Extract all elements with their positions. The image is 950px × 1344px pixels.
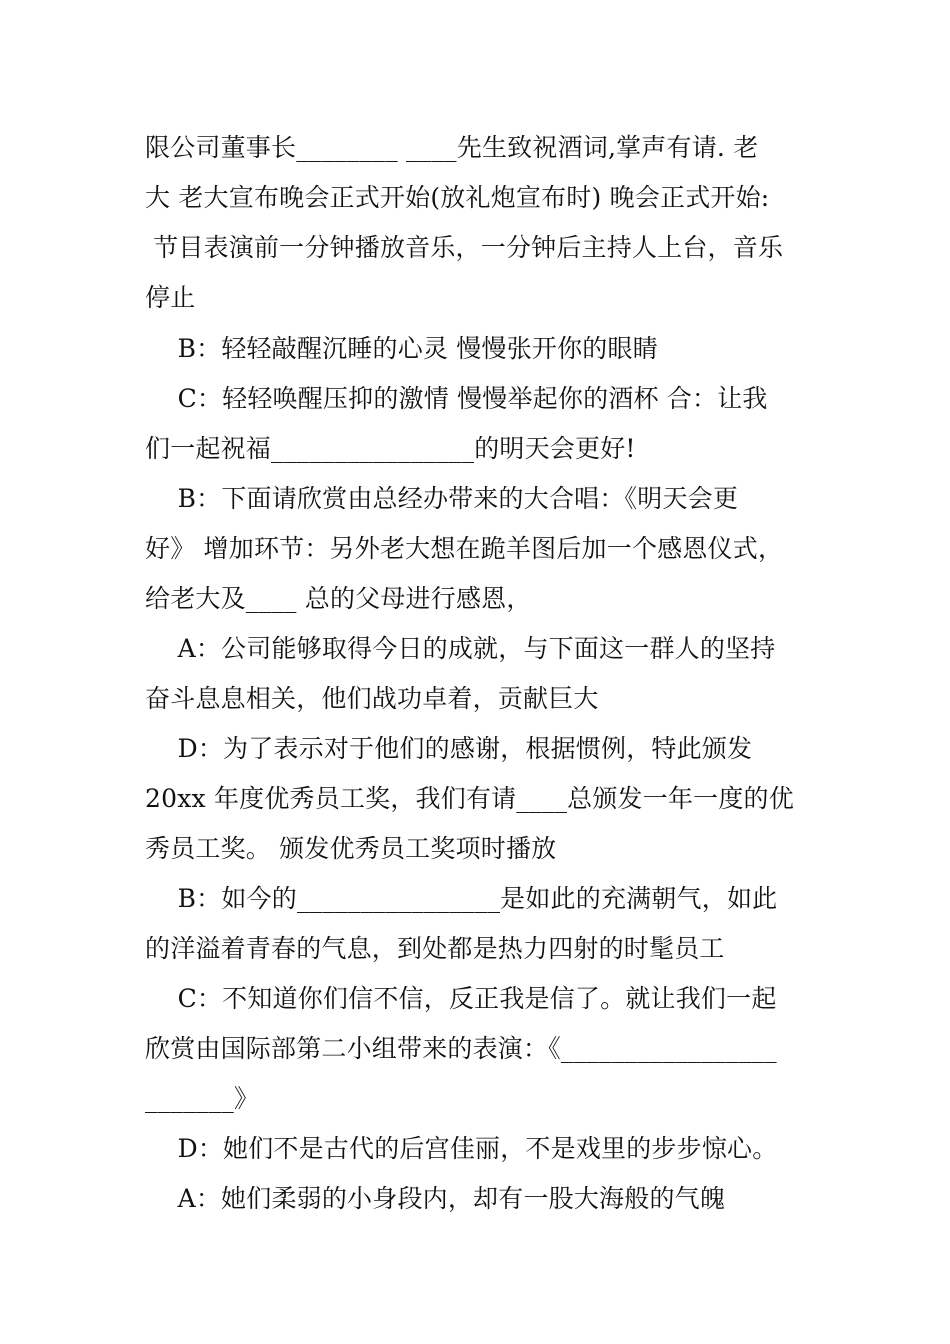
text-line: 限公司董事长________ ____先生致祝酒词,掌声有请. 老: [145, 133, 759, 162]
text-line: 20xx 年度优秀员工奖，我们有请____总颁发一年一度的优: [145, 784, 794, 813]
text-line: 们一起祝福________________的明天会更好!: [145, 434, 636, 463]
text-line: 秀员工奖。 颁发优秀员工奖项时播放: [145, 834, 557, 863]
text-line: 大 老大宣布晚会正式开始(放礼炮宣布时) 晚会正式开始:: [145, 183, 770, 212]
text-line: 欣赏由国际部第二小组带来的表演：《_________________: [145, 1034, 777, 1063]
text-line: D：为了表示对于他们的感谢，根据惯例，特此颁发: [145, 734, 753, 763]
text-line: C：不知道你们信不信，反正我是信了。就让我们一起: [145, 984, 777, 1013]
text-line: 的洋溢着青春的气息，到处都是热力四射的时髦员工: [145, 934, 725, 963]
text-line: 给老大及____ 总的父母进行感恩，: [145, 584, 532, 613]
text-line: A：她们柔弱的小身段内，却有一股大海般的气魄: [145, 1184, 726, 1213]
text-line: A：公司能够取得今日的成就，与下面这一群人的坚持: [145, 634, 776, 663]
text-line: D：她们不是古代的后宫佳丽，不是戏里的步步惊心。: [145, 1134, 778, 1163]
text-line: 好》 增加环节：另外老大想在跪羊图后加一个感恩仪式，: [145, 534, 784, 563]
text-line: B：轻轻敲醒沉睡的心灵 慢慢张开你的眼睛: [145, 334, 658, 363]
text-line: B：下面请欣赏由总经办带来的大合唱：《明天会更: [145, 484, 739, 513]
text-line: 停止: [145, 283, 196, 312]
text-line: _______》: [145, 1084, 260, 1113]
text-line: B：如今的________________是如此的充满朝气，如此: [145, 884, 778, 913]
text-line: C：轻轻唤醒压抑的激情 慢慢举起你的酒杯 合：让我: [145, 384, 768, 413]
text-line: 节目表演前一分钟播放音乐，一分钟后主持人上台，音乐: [145, 233, 784, 262]
text-line: 奋斗息息相关，他们战功卓着，贡献巨大: [145, 684, 599, 713]
